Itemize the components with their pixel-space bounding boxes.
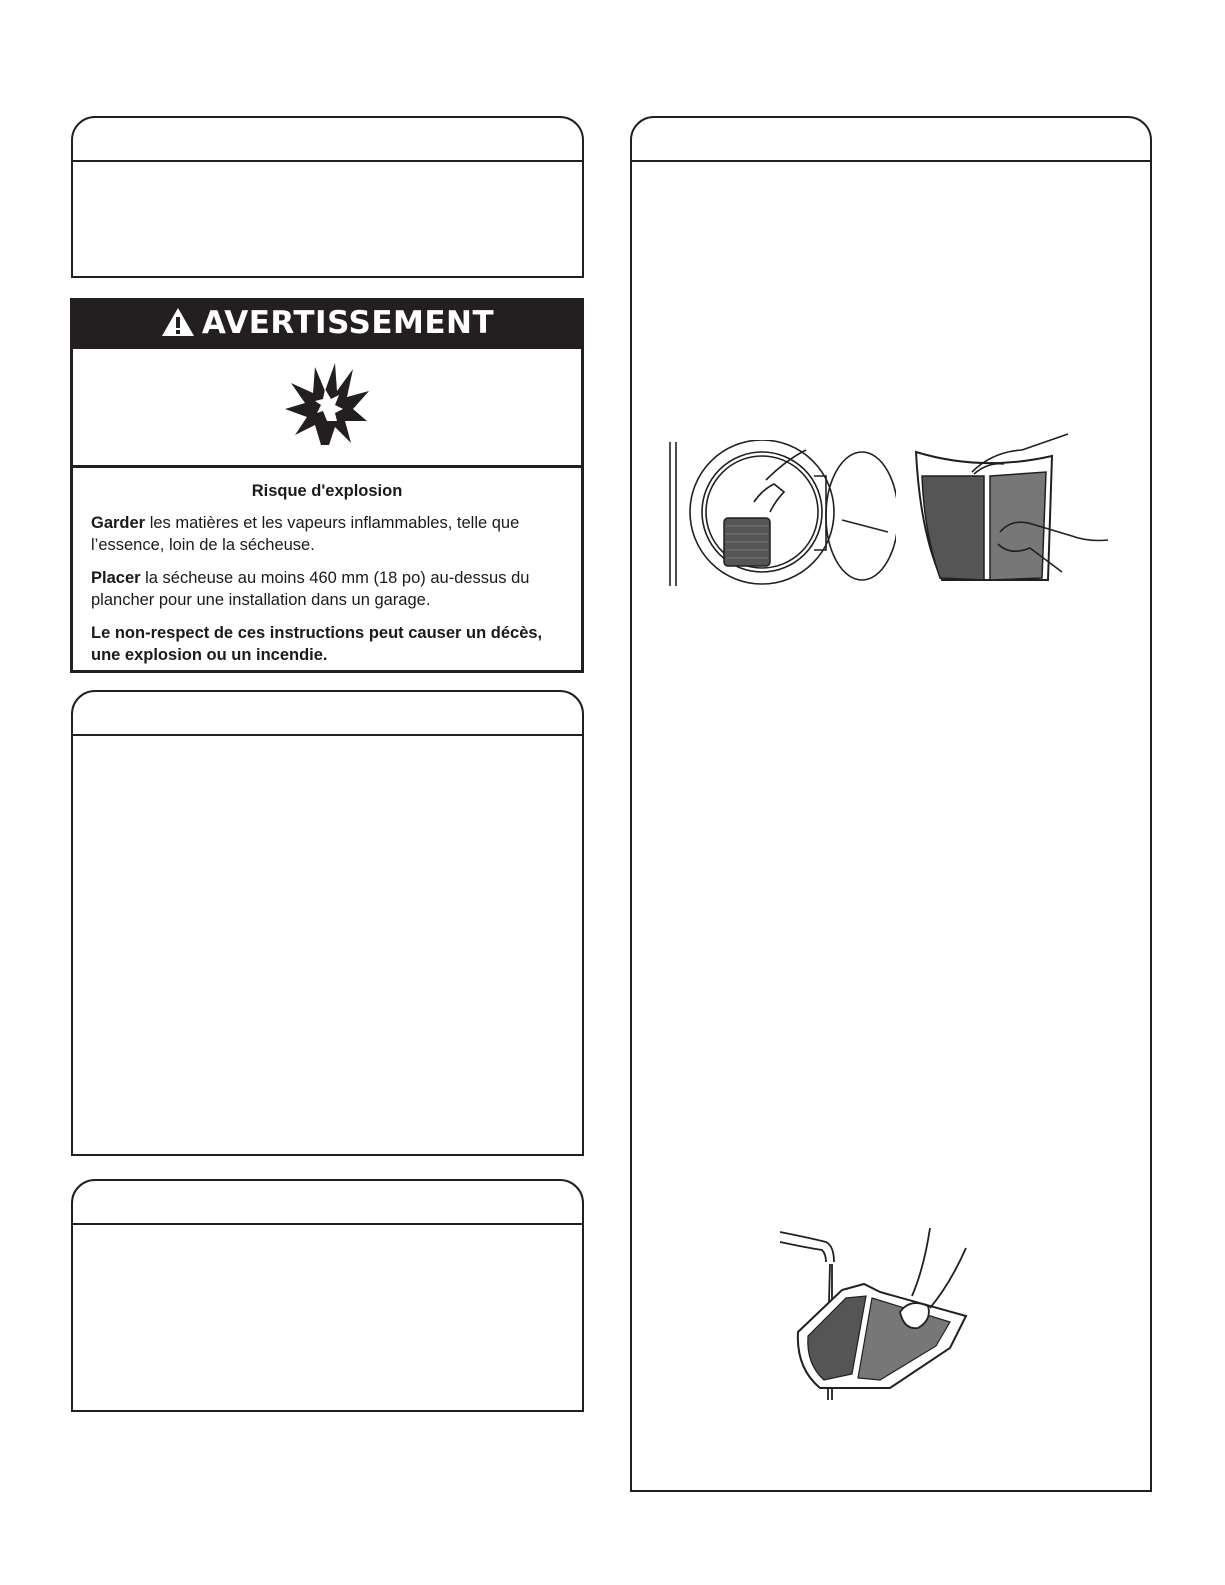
warning-paragraph-3: Le non-respect de ces instructions peut causer un décès, une explosion ou un incendie. — [91, 624, 543, 664]
explosion-icon — [281, 361, 373, 447]
info-panel-1 — [71, 116, 584, 278]
hazard-symbol — [73, 349, 581, 468]
warning-triangle-icon — [160, 306, 196, 338]
open-lint-filter-illustration — [912, 432, 1112, 582]
panel-header — [73, 1181, 582, 1225]
info-panel-2 — [71, 690, 584, 1156]
wash-lint-filter-illustration — [780, 1228, 980, 1403]
warning-paragraph-1: Garder les matières et les vapeurs inflammables, telle que l’essence, loin de la sécheuse. — [91, 514, 520, 554]
warning-box — [70, 298, 584, 673]
warning-text — [73, 468, 581, 677]
panel-header — [73, 692, 582, 736]
dryer-lint-filter-illustration — [666, 440, 896, 590]
panel-header — [73, 118, 582, 162]
signal-word: AVERTISSEMENT — [201, 305, 495, 341]
panel-header — [632, 118, 1150, 162]
warning-paragraph-2: Placer la sécheuse au moins 460 mm (18 po) au-dessus du plancher pour une installation dans un garage. — [91, 569, 530, 609]
warning-header — [73, 301, 581, 349]
info-panel-3 — [71, 1179, 584, 1412]
hazard-title: Risque d'explosion — [251, 482, 403, 500]
